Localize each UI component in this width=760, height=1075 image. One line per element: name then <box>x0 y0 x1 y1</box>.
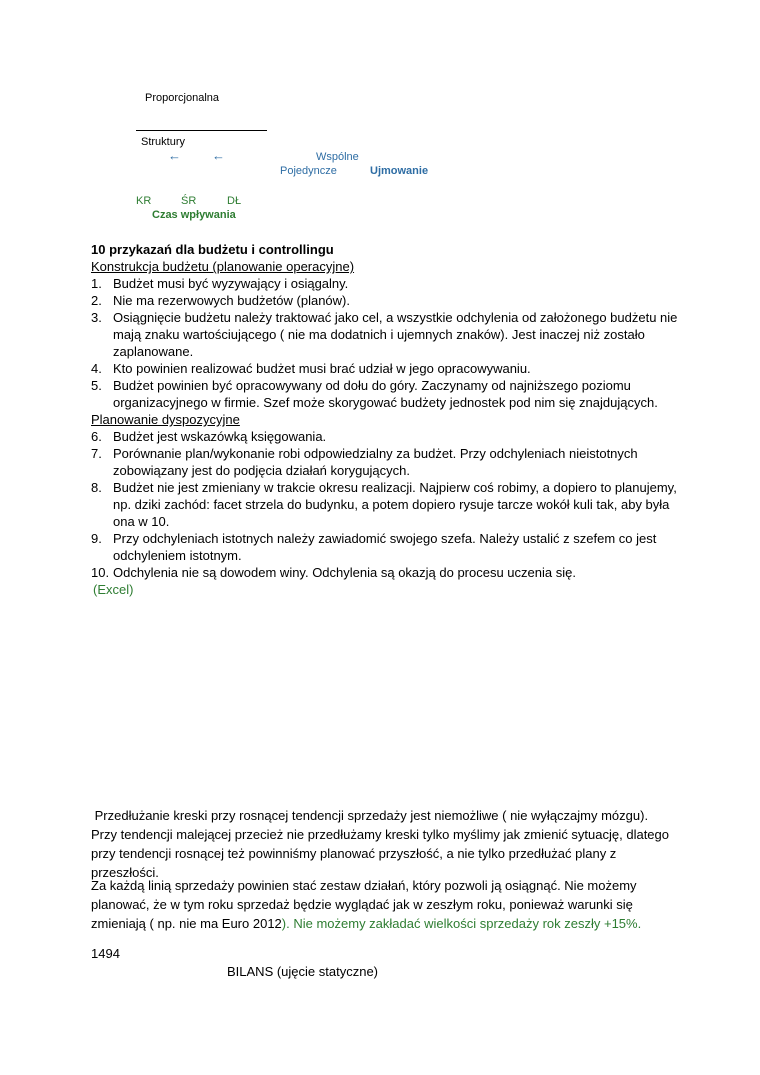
label-dl: DŁ <box>227 195 242 207</box>
section-title-planowanie: Planowanie dyspozycyjne <box>91 412 240 427</box>
bilans-label: BILANS (ujęcie statyczne) <box>227 964 379 979</box>
list-item <box>91 445 681 479</box>
list-text: Kto powinien realizować budżet musi brać udział w jego opracowywaniu. <box>113 361 531 376</box>
list-number: 10. <box>91 565 110 580</box>
list-number: 1. <box>91 276 102 291</box>
list-item <box>91 530 681 564</box>
commandments-list <box>91 258 681 598</box>
list-text: Odchylenia nie są dowodem winy. Odchylenia są okazją do procesu uczenia się. <box>113 565 576 580</box>
label-wspolne: Wspólne <box>316 151 359 163</box>
number-1494: 1494 <box>91 946 120 961</box>
list-text: Budżet musi być wyzywający i osiągalny. <box>113 276 349 291</box>
list-number: 7. <box>91 446 102 461</box>
paragraph-trend: Przedłużanie kreski przy rosnącej tendencji sprzedaży jest niemożliwe ( nie wyłączajmy mózgu). Przy tendencji malejącej przecież nie przedłużamy kreski tylko myślimy jak zmienić sytuację, dlatego przy tendencji rosnącej też powinniśmy planować przyszłość, a nie tylko przedłużać plany z przeszłości. <box>91 808 673 880</box>
label-kr: KR <box>136 195 152 207</box>
list-item <box>91 428 681 445</box>
page-heading: 10 przykazań dla budżetu i controllingu <box>91 242 334 257</box>
list-text: Budżet nie jest zmieniany w trakcie okresu realizacji. Najpierw coś robimy, a dopiero to planujemy, np. dziki zachód: facet strzela do budynku, a potem dopiero rysuje tarcze wokół kuli tak, aby była ona w 10. <box>113 480 677 529</box>
list-item <box>91 564 681 581</box>
list-number: 8. <box>91 480 102 495</box>
list-number: 3. <box>91 310 102 325</box>
list-item <box>91 377 681 411</box>
list-number: 5. <box>91 378 102 393</box>
divider-line <box>136 130 267 131</box>
list-text: Budżet powinien być opracowywany od dołu do góry. Zaczynamy od najniższego poziomu organizacyjnego w firmie. Szef może skorygować budżety jednostek pod nim się znajdujących. <box>113 378 658 410</box>
label-proporcjonalna: Proporcjonalna <box>145 92 219 104</box>
list-number: 2. <box>91 293 102 308</box>
list-item <box>91 479 681 530</box>
left-arrow-icon: ← <box>212 148 225 163</box>
list-number: 4. <box>91 361 102 376</box>
excel-note: (Excel) <box>93 582 134 597</box>
label-pojedyncze: Pojedyncze <box>280 165 337 177</box>
list-item <box>91 360 681 377</box>
label-struktury: Struktury <box>141 136 186 148</box>
paragraph-sales-text: Za każdą linią sprzedaży powinien stać zestaw działań, który pozwoli ją osiągnąć. Nie możemy planować, że w tym roku sprzedaż będzie wyglądać jak w zeszłym roku, ponieważ warunki się zmieniają ( np. nie ma Euro 2012 <box>91 878 637 931</box>
list-text: Porównanie plan/wykonanie robi odpowiedzialny za budżet. Przy odchyleniach nieistotnych zobowiązany jest do podjęcia działań korygujących. <box>113 446 638 478</box>
section-title-konstrukcja: Konstrukcja budżetu (planowanie operacyjne) <box>91 259 355 274</box>
list-item <box>91 309 681 360</box>
paragraph-sales-highlight: ). Nie możemy zakładać wielkości sprzedaży rok zeszły +15%. <box>281 916 642 931</box>
list-number: 6. <box>91 429 102 444</box>
label-sr: ŚR <box>181 195 197 207</box>
label-czas-wplywania: Czas wpływania <box>152 209 236 221</box>
left-arrow-icon: ← <box>168 148 181 163</box>
paragraph-sales <box>91 876 671 933</box>
list-text: Osiągnięcie budżetu należy traktować jako cel, a wszystkie odchylenia od założonego budżetu nie mają znaku wartościującego ( nie ma dodatnich i ujemnych znaków). Jest inaczej niż zostało zaplanowane. <box>113 310 678 359</box>
list-text: Przy odchyleniach istotnych należy zawiadomić swojego szefa. Należy ustalić z szefem co jest odchyleniem istotnym. <box>113 531 657 563</box>
list-text: Budżet jest wskazówką księgowania. <box>113 429 327 444</box>
list-item <box>91 275 681 292</box>
list-item <box>91 292 681 309</box>
list-number: 9. <box>91 531 102 546</box>
list-text: Nie ma rezerwowych budżetów (planów). <box>113 293 350 308</box>
label-ujmowanie: Ujmowanie <box>370 165 429 177</box>
